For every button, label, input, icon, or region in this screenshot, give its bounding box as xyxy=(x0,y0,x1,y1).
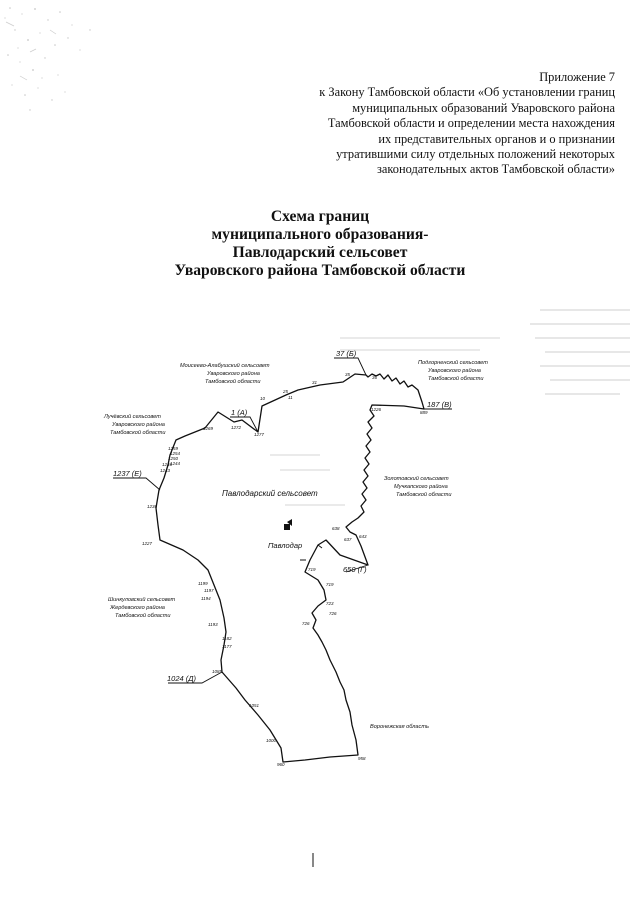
vertex-label: 1227 xyxy=(142,541,153,546)
appendix-line: Приложение 7 xyxy=(539,70,615,84)
vertex-label: 1243 xyxy=(160,468,171,473)
vertex-label: 723 xyxy=(326,601,334,606)
region-label: Шинкуловский сельсовет xyxy=(108,597,176,603)
vertex-label: 1246 xyxy=(162,462,173,467)
vertex-label: 1193 xyxy=(208,622,218,627)
vertex-label: 1000 xyxy=(266,738,277,743)
boundary-line xyxy=(156,374,424,762)
vertex-label: 1226 xyxy=(371,407,382,412)
region-label: Воронежская область xyxy=(370,724,429,730)
center-label: Павлодарский сельсовет xyxy=(222,489,318,498)
point-label-a: 1 (А) xyxy=(231,408,248,417)
title-line: Павлодарский сельсовет xyxy=(232,244,408,261)
vertex-label: 11 xyxy=(288,395,293,400)
vertex-label: 1199 xyxy=(198,581,208,586)
vertex-label: 958 xyxy=(358,756,366,761)
region-label: Лучёвский сельсовет xyxy=(104,414,161,420)
vertex-label: 1194 xyxy=(201,596,211,601)
region-label: Подгорненский сельсовет xyxy=(418,360,488,366)
vertex-label: 726 xyxy=(302,621,310,626)
vertex-label: 31 xyxy=(312,380,318,385)
region-label: Тамбовской области xyxy=(396,492,452,498)
vertex-label: 10 xyxy=(260,396,266,401)
region-label: Уваровского района xyxy=(428,368,481,374)
region-label: Тамбовской области xyxy=(115,613,171,619)
vertex-label: 719 xyxy=(326,582,334,587)
vertex-label: 643 xyxy=(359,534,367,539)
region-label: Моисеево-Алабушский сельсовет xyxy=(180,363,270,369)
appendix-line: к Закону Тамбовской области «Об установлении границ xyxy=(319,85,615,100)
vertex-label: 1250 xyxy=(168,456,179,461)
village-marker xyxy=(284,519,292,530)
vertex-label: 1272 xyxy=(231,425,242,430)
region-label: Уваровского района xyxy=(207,371,260,377)
point-label-d: 1024 (Д) xyxy=(167,674,197,683)
vertex-numbers xyxy=(142,372,428,767)
vertex-label: 1051 xyxy=(249,703,260,708)
appendix-header xyxy=(260,70,615,178)
village-label: Павлодар xyxy=(268,541,303,550)
scan-mark xyxy=(312,853,314,867)
region-label: Уваровского района xyxy=(112,422,165,428)
boundary-map xyxy=(0,330,640,770)
region-label: Золотовский сельсовет xyxy=(384,476,449,482)
vertex-label: 25 xyxy=(283,389,289,394)
region-label: Жердевского района xyxy=(110,605,165,611)
point-label-b: 37 (Б) xyxy=(336,349,357,358)
vertex-label: 1269 xyxy=(203,426,214,431)
vertex-label: 1085 xyxy=(212,669,223,674)
vertex-label: 35 xyxy=(345,372,351,377)
title-line: Уваровского района Тамбовской области xyxy=(174,262,466,279)
region-label: Тамбовской области xyxy=(205,379,261,385)
vertex-label: 1236 xyxy=(147,504,158,509)
leader-lines xyxy=(113,358,452,683)
region-label: Тамбовской области xyxy=(428,376,484,382)
appendix-line: утратившими силу отдельных положений некоторых xyxy=(336,147,615,162)
scan-noise xyxy=(0,0,110,120)
document-title xyxy=(120,208,520,280)
vertex-label: 1254 xyxy=(170,451,181,456)
region-label: Мучкапского района xyxy=(394,484,448,490)
region-label: Тамбовской области xyxy=(110,430,166,436)
vertex-label: 1197 xyxy=(204,588,214,593)
vertex-label: 1177 xyxy=(222,644,232,649)
vertex-label: 719 xyxy=(308,567,316,572)
appendix-line: их представительных органов и о признании xyxy=(378,131,615,146)
vertex-label: 1244 xyxy=(170,461,181,466)
vertex-label: 960 xyxy=(277,762,285,767)
point-label-e: 1237 (Е) xyxy=(113,469,142,478)
appendix-line: муниципальных образований Уваровского района xyxy=(352,100,615,115)
vertex-label: 726 xyxy=(329,611,337,616)
vertex-label: 1182 xyxy=(222,636,232,641)
point-label-v: 187 (В) xyxy=(427,400,452,409)
appendix-line: Тамбовской области и определении места нахождения xyxy=(327,116,615,131)
point-labels xyxy=(113,349,452,683)
title-line: муниципального образования- xyxy=(211,226,429,243)
point-label-g: 650 (Г) xyxy=(343,565,367,574)
vertex-label: 1259 xyxy=(168,446,179,451)
vertex-label: 36 xyxy=(372,375,378,380)
appendix-line: законодательных актов Тамбовской области» xyxy=(377,162,615,177)
title-line: Схема границ xyxy=(270,208,370,225)
vertex-label: 1277 xyxy=(254,432,265,437)
vertex-label: 638 xyxy=(332,526,340,531)
vertex-label: 889 xyxy=(420,410,428,415)
vertex-label: 637 xyxy=(344,537,352,542)
